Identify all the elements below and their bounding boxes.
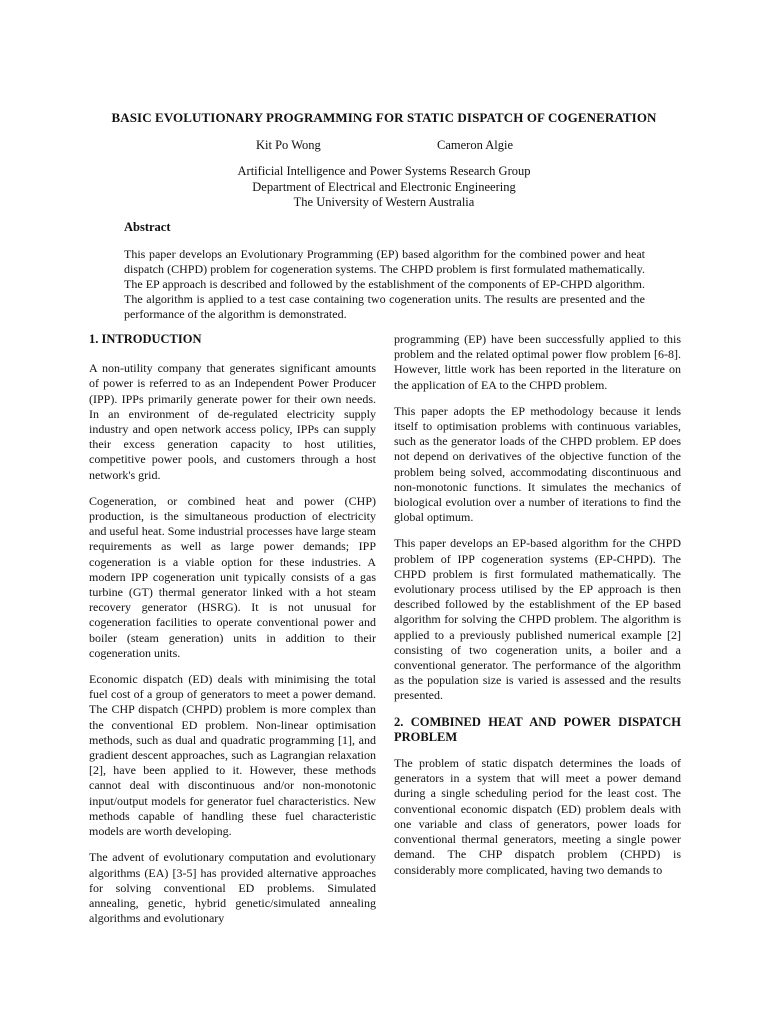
paragraph: The advent of evolutionary computation and evolutionary algorithms (EA) [3-5] has provided alternative approaches for solving conventional ED problems. Simulated annealing, genetic, hybrid genetic/simulated annealing algorithms and evolutionary — [89, 850, 376, 926]
affiliation-line-1: Artificial Intelligence and Power Systems Research Group — [237, 164, 531, 178]
paper-title: BASIC EVOLUTIONARY PROGRAMMING FOR STATIC DISPATCH OF COGENERATION — [111, 110, 657, 125]
right-column — [394, 332, 681, 889]
paragraph: A non-utility company that generates significant amounts of power is referred to as an Independent Power Producer (IPP). IPPs primarily generate power for their own needs. In an environment of de-regulated electricity supply industry and open network access policy, IPPs can supply their excess generation capacity to host utilities, competitive power pools, and customers through a host network's grid. — [89, 361, 376, 482]
paragraph: programming (EP) have been successfully applied to this problem and the related optimal power flow problem [6-8]. However, little work has been reported in the literature on the application of EA to the CHPD problem. — [394, 332, 681, 392]
abstract-heading: Abstract — [124, 220, 171, 234]
abstract-body: This paper develops an Evolutionary Programming (EP) based algorithm for the combined power and heat dispatch (CHPD) problem for cogeneration systems. The CHPD problem is first formulated mathematically. The EP approach is described and followed by the establishment of the components of EP-CHPD algorithm. The algorithm is applied to a test case containing two cogeneration units. The results are presented and the performance of the algorithm is demonstrated. — [124, 247, 645, 321]
paragraph: This paper adopts the EP methodology because it lends itself to optimisation problems with continuous variables, such as the generator loads of the CHPD problem. EP does not depend on derivatives of the objective function of the problem being solved, accommodating discontinuous and non-monotonic functions. It simulates the mechanics of biological evolution over a number of iterations to find the global optimum. — [394, 403, 681, 525]
author-1: Kit Po Wong — [256, 138, 321, 152]
affiliation — [0, 164, 768, 211]
author-2: Cameron Algie — [437, 138, 514, 152]
left-column — [89, 332, 376, 937]
section-2-heading: 2. COMBINED HEAT AND POWER DISPATCH PROBLEM — [394, 714, 681, 744]
affiliation-line-2: Department of Electrical and Electronic Engineering — [252, 179, 516, 194]
affiliation-line-3: The University of Western Australia — [293, 195, 475, 209]
section-1-heading: 1. INTRODUCTION — [89, 332, 202, 346]
paragraph: This paper develops an EP-based algorithm for the CHPD problem of IPP cogeneration systems (EP-CHPD). The CHPD problem is first formulated mathematically. The evolutionary process utilised by the EP approach is then described followed by the establishment of the EP based algorithm for solving the CHPD problem. The algorithm is applied to a previously published numerical example [2] consisting of two cogeneration units, a boiler and a conventional generator. The performance of the algorithm as the population size is varied is assessed and the results presented. — [394, 536, 681, 703]
paragraph: Cogeneration, or combined heat and power (CHP) production, is the simultaneous production of electricity and useful heat. Some industrial processes have large steam requirements as well as large power demands; IPP cogeneration is a viable option for these industries. A modern IPP cogeneration unit typically consists of a gas turbine (GT) thermal generator linked with a hot steam recovery generator (HSRG). It is not unusual for cogeneration facilities to operate conventional power and boiler (steam generation) units in addition to their cogeneration units. — [89, 493, 376, 660]
paragraph: Economic dispatch (ED) deals with minimising the total fuel cost of a group of generators to meet a power demand. The CHP dispatch (CHPD) problem is more complex than the conventional ED problem. Non-linear optimisation methods, such as dual and quadratic programming [1], and gradient descent approaches, such as Lagrangian relaxation [2], have been applied to it. However, these methods cannot deal with discontinuous and/or non-monotonic input/output models for generator fuel characteristics. New methods capable of handling these fuel characteristic models are worth developing. — [89, 672, 376, 839]
paragraph: The problem of static dispatch determines the loads of generators in a system that will meet a power demand during a single scheduling period for the least cost. The conventional economic dispatch (ED) problem deals with one variable and class of generators, power loads for conventional thermal generators, meeting a single power demand. The CHP dispatch problem (CHPD) is considerably more complicated, having two demands to — [394, 756, 681, 877]
